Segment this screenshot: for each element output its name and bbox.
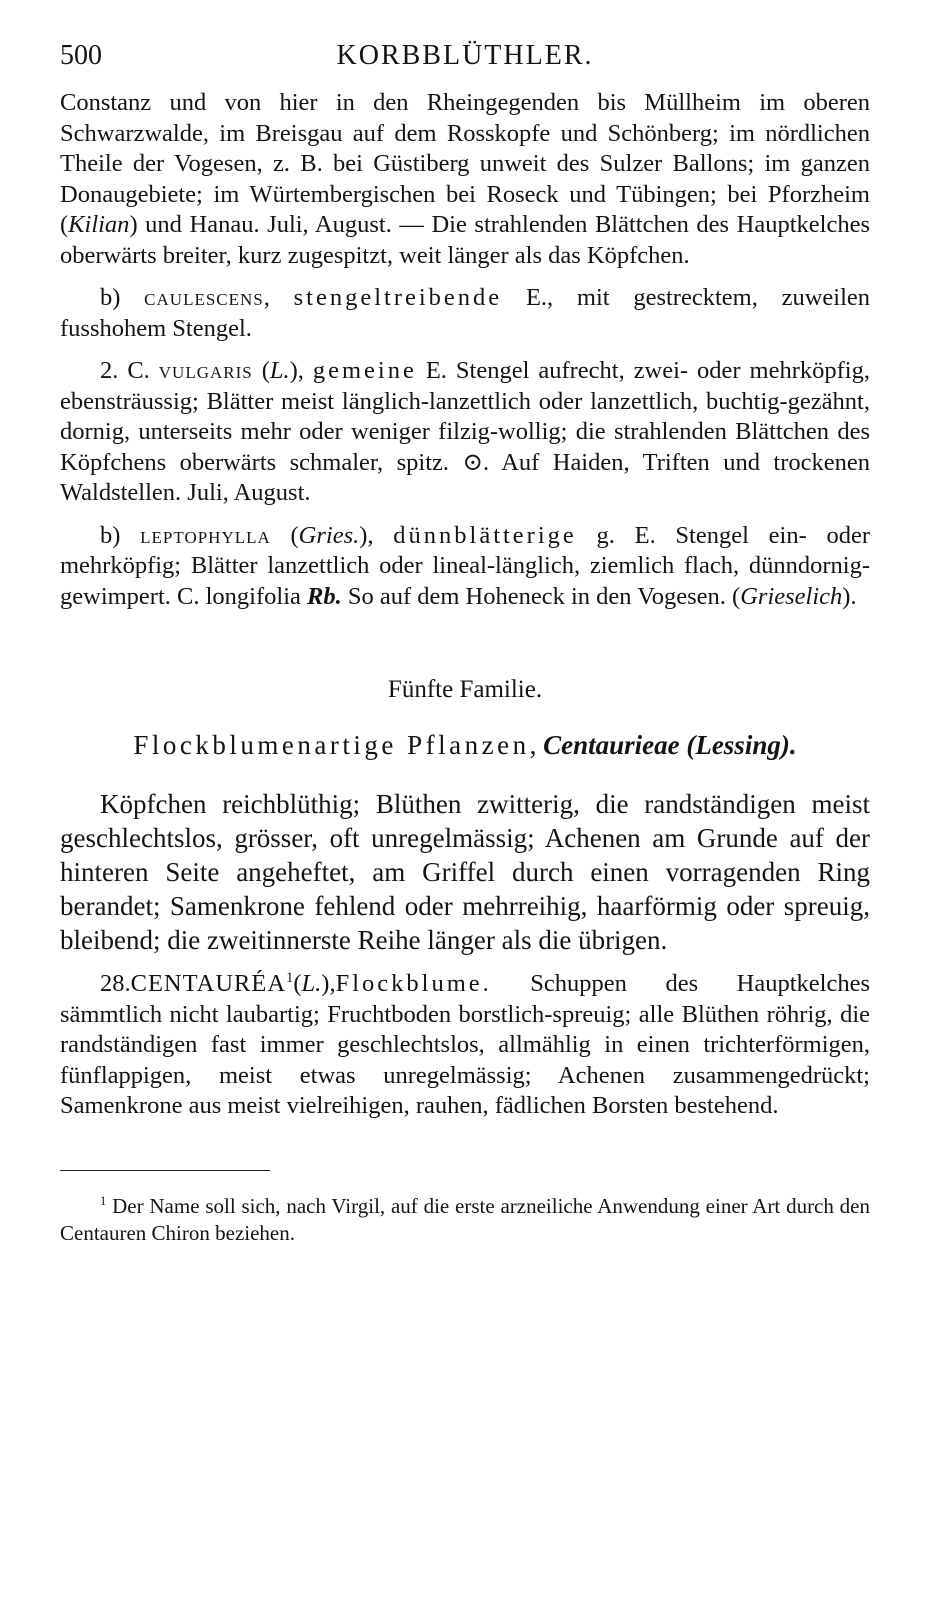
genus-description	[60, 969, 870, 1122]
group-german-name: Flockblumenartige Pflanzen	[133, 730, 530, 760]
text-run: ).	[842, 582, 857, 610]
text-run: So auf dem Hoheneck in den Vogesen. (	[341, 582, 741, 610]
author-citation: L.	[269, 357, 290, 384]
text-run: Schuppen des Hauptkelches sämmtlich nicht laubartig; Fruchtboden borstlich-spreuig; alle Blüthen röhrig, die randständigen fast immer geschlechtslos, allmählig in einen trichterförmigen, fünflappigen, meist etwas unregelmässig; Achenen zusammengedrückt; Samenkrone aus meist vielreihigen, rauhen, fädlichen Borsten bestehend.	[60, 970, 870, 1119]
text-run: ),	[321, 970, 336, 997]
species-label: 2. C.	[100, 357, 159, 384]
footnote-separator	[60, 1170, 270, 1171]
species-text	[60, 88, 870, 612]
family-description-block	[60, 787, 870, 957]
author-citation: Grieselich	[740, 582, 843, 610]
common-name: Flockblume.	[335, 970, 492, 997]
variety-label: b)	[100, 284, 145, 311]
family-heading: Fünfte Familie.	[387, 676, 543, 703]
variety-name: caulescens	[144, 284, 264, 311]
group-heading	[60, 730, 870, 761]
text-run: g. E. Stengel ein- oder mehrköpfig; Blätter lanzettlich oder lineal-länglich, ziemlich flach, dünndornig-gewimpert. C. longifolia	[60, 521, 870, 610]
footnote	[60, 1193, 870, 1247]
text-run: ),	[289, 357, 313, 384]
footnote-text	[60, 1193, 870, 1247]
text-run: E. Stengel aufrecht, zwei- oder mehrköpfig, ebensträussig; Blätter meist länglich-lanzettlich oder lanzettlich, buchtig-gezähnt, dornig, unterseits mehr oder weniger filzig-wollig; die strahlenden Blättchen des Köpfchens oberwärts schmaler, spitz. ⊙. Auf Haiden, Triften und trockenen Waldstellen. Juli, August.	[60, 357, 870, 506]
author-citation: L.	[301, 970, 322, 997]
page	[60, 40, 870, 1247]
variety-label: b)	[100, 521, 141, 549]
author-citation: Gries.	[298, 521, 360, 549]
text-run: ,	[263, 284, 294, 311]
species-name: vulgaris	[158, 357, 253, 384]
paragraph-variety-leptophylla	[60, 521, 870, 613]
genus-block	[60, 969, 870, 1122]
variety-name: leptophylla	[140, 521, 271, 549]
text-run: (	[270, 521, 299, 549]
page-number: 500	[60, 40, 102, 71]
footnote-mark: 1	[100, 1193, 107, 1208]
paragraph-variety-caulescens	[60, 283, 870, 344]
text-run: Der Name soll sich, nach Virgil, auf die erste arzneiliche Anwendung einer Art durch den Centauren Chiron beziehen.	[60, 1193, 870, 1245]
text-run: Constanz und von hier in den Rheingegenden bis Müllheim im oberen Schwarzwalde, im Breisgau auf dem Rosskopfe und Schönberg; im nördlichen Theile der Vogesen, z. B. bei Güstiberg unweit des Sulzer Ballons; im ganzen Donaugebiete; im Würtembergischen bei Roseck und Tübingen; bei Pforzheim (	[60, 89, 870, 238]
running-title: KORBBLÜTHLER.	[336, 40, 594, 71]
genus-name: CENTAURÉA	[130, 970, 287, 997]
text-run: ),	[359, 521, 394, 549]
author-citation: Kilian	[68, 211, 130, 238]
text-run: (	[252, 357, 270, 384]
paragraph-distribution	[60, 88, 870, 271]
text-run: ) und Hanau. Juli, August. — Die strahlenden Blättchen des Hauptkelches oberwärts breiter, kurz zugespitzt, weit länger als das Köpfchen.	[60, 211, 870, 269]
page-header	[60, 40, 870, 88]
footnote-reference: 1	[286, 969, 294, 986]
text-run: (	[293, 970, 302, 997]
group-latin-name: Centaurieae (Lessing).	[543, 730, 797, 760]
paragraph-species-vulgaris	[60, 356, 870, 509]
text-run: ,	[529, 730, 544, 760]
common-name: stengeltreibende	[293, 284, 503, 311]
common-name: gemeine	[312, 357, 417, 384]
common-name: dünnblätterige	[393, 521, 577, 549]
genus-number: 28.	[100, 970, 131, 997]
family-description: Köpfchen reichblüthig; Blüthen zwitterig, die randständigen meist geschlechtslos, grösser, oft unregelmässig; Achenen am Grunde auf der hinteren Seite angeheftet, am Griffel durch einen vorragenden Ring berandet; Samenkrone fehlend oder mehrreihig, haarförmig oder spreuig, bleibend; die zweitinnerste Reihe länger als die übrigen.	[60, 789, 870, 955]
author-citation: Rb.	[307, 582, 342, 610]
text-run: E., mit gestrecktem, zuweilen fusshohem Stengel.	[60, 284, 870, 342]
